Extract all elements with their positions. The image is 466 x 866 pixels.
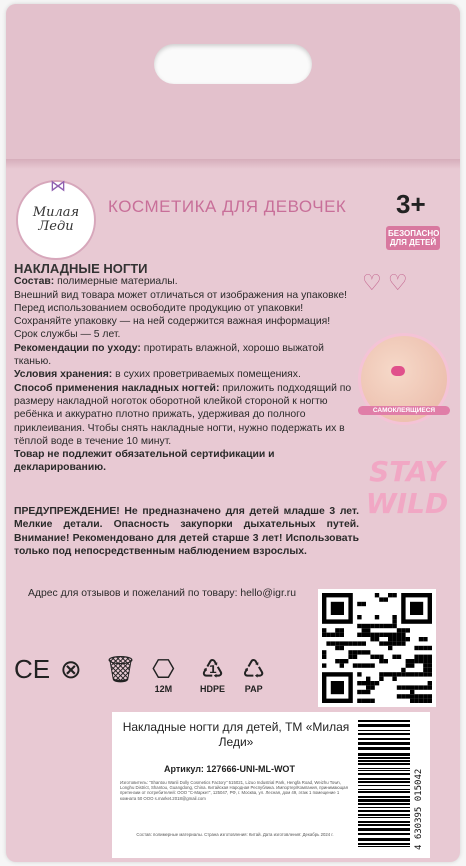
- composition-line: [14, 275, 354, 288]
- qr-module: [366, 690, 370, 694]
- qr-module: [414, 685, 418, 689]
- stay-wild-print: [362, 456, 452, 520]
- qr-module: [414, 672, 418, 676]
- barcode-bar: [358, 730, 410, 731]
- qr-module: [410, 699, 414, 703]
- qr-module: [370, 637, 374, 641]
- qr-module: [366, 628, 370, 632]
- barcode-number: 4 630395 015042: [414, 768, 424, 850]
- qr-module: [428, 646, 432, 650]
- qr-matrix: [322, 593, 432, 703]
- qr-module: [366, 699, 370, 703]
- qr-module: [370, 633, 374, 637]
- qr-module: [379, 659, 383, 663]
- barcode-bar: [358, 803, 410, 805]
- sticker-details: Состав: полимерные материалы. Страна изготовления: Китай. Дата изготовления: Декабрь 2024 г.: [136, 832, 334, 837]
- qr-module: [384, 633, 388, 637]
- qr-module: [379, 655, 383, 659]
- barcode-bar: [358, 770, 410, 771]
- qr-module: [392, 641, 396, 645]
- info-line: Срок службы — 5 лет.: [14, 329, 121, 341]
- qr-module: [397, 694, 401, 698]
- qr-module: [340, 646, 344, 650]
- barcode-bar: [358, 828, 410, 831]
- qr-module: [362, 641, 366, 645]
- qr-module: [362, 633, 366, 637]
- qr-module: [388, 641, 392, 645]
- qr-module: [340, 641, 344, 645]
- warning-text: ПРЕДУПРЕЖДЕНИЕ! Не предназначено для детей младше 3 лет. Мелкие детали. Опасность закупорки дыхательных путей. Внимание! Рекомендовано для детей старше 3 лет! Использовать только под непосредственным наблюдением взрослых.: [14, 506, 359, 557]
- qr-module: [379, 633, 383, 637]
- qr-module: [419, 672, 423, 676]
- qr-module: [322, 628, 326, 632]
- qr-module: [348, 655, 352, 659]
- qr-module: [357, 690, 361, 694]
- qr-module: [428, 699, 432, 703]
- barcode-bar: [358, 742, 410, 745]
- usage-line: [14, 382, 354, 448]
- qr-module: [392, 619, 396, 623]
- logo-text: Милая Леди: [32, 205, 80, 234]
- barcode-bar: [358, 799, 410, 802]
- nails-label: САМОКЛЕЯЩИЕСЯ: [358, 406, 450, 415]
- qr-module: [388, 646, 392, 650]
- jar-glyph: ⎔: [152, 654, 175, 684]
- barcode-bar: [358, 781, 410, 783]
- qr-module: [406, 672, 410, 676]
- shelf-life-label: 12M: [154, 684, 173, 694]
- qr-module: [379, 677, 383, 681]
- qr-module: [423, 655, 427, 659]
- qr-module: [340, 628, 344, 632]
- barcode-bar: [358, 810, 410, 812]
- qr-module: [322, 650, 326, 654]
- qr-module: [406, 628, 410, 632]
- qr-module: [401, 685, 405, 689]
- shelf-life-icon: [152, 654, 175, 694]
- qr-module: [401, 672, 405, 676]
- product-sticker: [112, 712, 430, 858]
- qr-module: [392, 593, 396, 597]
- qr-module: [410, 602, 423, 615]
- under3-glyph: ⊗: [60, 654, 82, 684]
- barcode-bar: [358, 796, 410, 798]
- qr-module: [340, 659, 344, 663]
- barcode-bar: [358, 757, 410, 759]
- qr-module: [326, 641, 330, 645]
- qr-module: [392, 677, 396, 681]
- qr-module: [357, 681, 361, 685]
- qr-module: [392, 655, 396, 659]
- barcode-bar: [358, 733, 410, 735]
- recycle-bin-icon: [104, 654, 137, 684]
- qr-module: [401, 694, 405, 698]
- qr-module: [379, 672, 383, 676]
- qr-module: [397, 641, 401, 645]
- qr-module: [384, 672, 388, 676]
- qr-module: [331, 602, 344, 615]
- qr-module: [392, 624, 396, 628]
- certification-note: Товар не подлежит обязательной сертификации и декларированию.: [14, 449, 275, 474]
- barcode-bar: [358, 778, 410, 780]
- qr-module: [428, 659, 432, 663]
- qr-module: [406, 685, 410, 689]
- sticker-manufacturer: Изготовитель: "Shantou Wanli Dolly Cosmetics Factory" 515021, Lizuo Industrial Park, Hengfa Road, Weizhu Town, Longhu District, Shantou, Guangdong, China. Китайская Народная Республика. Импортер/Компания, принимающая претензии от потребителей: ООО "С-Маркет", 125047, РФ, г. Москва, ул. Лесная, дом 49, этаж 1 помещение 1 комната 50 ООО s.market.2018@gmail.com: [120, 780, 348, 801]
- barcode-bar: [358, 843, 410, 845]
- info-line: Внешний вид товара может отличаться от изображения на упаковке!: [14, 289, 347, 301]
- qr-module: [423, 694, 427, 698]
- qr-module: [401, 628, 405, 632]
- qr-module: [335, 659, 339, 663]
- qr-module: [414, 694, 418, 698]
- usage-value: приложить подходящий по размеру накладной ноготок оборотной клейкой стороной к ногтю ребёнка и аккуратно плотно прижать, удерживая до полного приклеивания. Чтобы снять накладные ногти, нужно подержать их в тёплой воде в течение 10 минут.: [14, 382, 352, 447]
- hdpe-glyph: ♳: [200, 654, 225, 684]
- qr-module: [423, 646, 427, 650]
- qr-module: [414, 646, 418, 650]
- qr-module: [370, 685, 374, 689]
- qr-module: [423, 699, 427, 703]
- info-line: Перед использованием освободите продукцию от упаковки!: [14, 302, 304, 314]
- qr-module: [375, 615, 379, 619]
- qr-module: [322, 633, 326, 637]
- qr-module: [370, 663, 374, 667]
- qr-module: [423, 663, 427, 667]
- qr-module: [384, 641, 388, 645]
- qr-module: [366, 663, 370, 667]
- bin-glyph: 🗑: [104, 654, 138, 684]
- qr-module: [406, 663, 410, 667]
- qr-module: [366, 633, 370, 637]
- qr-module: [335, 633, 339, 637]
- composition-label: Состав:: [14, 276, 55, 288]
- qr-module: [401, 641, 405, 645]
- barcode-bar: [358, 768, 410, 769]
- qr-module: [428, 685, 432, 689]
- qr-module: [366, 681, 370, 685]
- tagline: КОСМЕТИКА ДЛЯ ДЕВОЧЕК: [108, 197, 347, 216]
- age-rating: 3+: [396, 189, 426, 219]
- barcode-bar: [358, 773, 410, 775]
- qr-module: [384, 624, 388, 628]
- qr-module: [423, 659, 427, 663]
- qr-module: [414, 659, 418, 663]
- qr-module: [406, 659, 410, 663]
- qr-module: [344, 659, 348, 663]
- qr-module: [384, 597, 388, 601]
- barcode-bar: [358, 817, 410, 818]
- pap-recycle-icon: [242, 654, 265, 694]
- storage-line: [14, 368, 354, 381]
- bow-icon: ⋈: [50, 178, 66, 195]
- nail-icon: [391, 366, 405, 376]
- qr-module: [419, 685, 423, 689]
- qr-code: [318, 589, 436, 707]
- wild-word: WILD: [365, 487, 449, 520]
- qr-module: [397, 672, 401, 676]
- qr-module: [366, 624, 370, 628]
- pap-label: PAP: [244, 684, 263, 694]
- qr-module: [357, 624, 361, 628]
- qr-module: [322, 663, 326, 667]
- qr-module: [406, 637, 410, 641]
- qr-module: [397, 628, 401, 632]
- feedback-address: Адрес для отзывов и пожеланий по товару: hello@igr.ru: [28, 588, 296, 599]
- qr-module: [375, 624, 379, 628]
- qr-module: [335, 628, 339, 632]
- qr-module: [348, 650, 352, 654]
- qr-module: [410, 672, 414, 676]
- qr-module: [362, 663, 366, 667]
- storage-label: Условия хранения:: [14, 369, 113, 381]
- qr-module: [419, 637, 423, 641]
- qr-module: [340, 633, 344, 637]
- barcode-bar: [358, 785, 410, 786]
- qr-module: [388, 637, 392, 641]
- qr-module: [410, 690, 414, 694]
- qr-module: [428, 681, 432, 685]
- qr-module: [335, 646, 339, 650]
- qr-module: [392, 633, 396, 637]
- qr-module: [401, 637, 405, 641]
- storage-value: в сухих проветриваемых помещениях.: [112, 369, 301, 381]
- qr-module: [362, 690, 366, 694]
- qr-module: [362, 699, 366, 703]
- qr-module: [375, 681, 379, 685]
- info-line: Сохраняйте упаковку — на ней содержится важная информация!: [14, 316, 331, 328]
- qr-module: [322, 655, 326, 659]
- qr-module: [428, 655, 432, 659]
- qr-module: [366, 685, 370, 689]
- pap-glyph: ♺: [242, 654, 266, 684]
- qr-module: [331, 633, 335, 637]
- product-title: НАКЛАДНЫЕ НОГТИ: [14, 261, 148, 276]
- barcode-bar: [358, 814, 410, 816]
- hearts-icon: ♡ ♡: [362, 270, 408, 295]
- barcode-bar: [358, 760, 410, 762]
- qr-module: [419, 646, 423, 650]
- ce-glyph: CE: [14, 654, 51, 684]
- qr-module: [406, 694, 410, 698]
- qr-module: [392, 637, 396, 641]
- qr-module: [344, 641, 348, 645]
- sticker-article: Артикул: 127666-UNI-ML-WOT: [164, 764, 295, 774]
- care-label: Рекомендации по уходу:: [14, 342, 141, 354]
- qr-module: [357, 615, 361, 619]
- qr-module: [423, 672, 427, 676]
- qr-module: [335, 641, 339, 645]
- qr-module: [388, 593, 392, 597]
- qr-module: [326, 633, 330, 637]
- qr-module: [428, 672, 432, 676]
- qr-module: [401, 668, 405, 672]
- qr-module: [362, 624, 366, 628]
- qr-module: [357, 672, 361, 676]
- qr-module: [375, 655, 379, 659]
- qr-module: [423, 668, 427, 672]
- qr-module: [353, 641, 357, 645]
- barcode-bar: [358, 747, 410, 750]
- qr-module: [375, 637, 379, 641]
- qr-module: [357, 602, 361, 606]
- qr-module: [379, 597, 383, 601]
- qr-module: [370, 624, 374, 628]
- qr-module: [419, 694, 423, 698]
- qr-module: [419, 655, 423, 659]
- qr-module: [428, 663, 432, 667]
- qr-module: [388, 672, 392, 676]
- qr-module: [388, 624, 392, 628]
- qr-module: [419, 659, 423, 663]
- barcode-bar: [358, 821, 410, 823]
- barcode-bar: [358, 807, 410, 808]
- qr-module: [362, 650, 366, 654]
- qr-module: [357, 650, 361, 654]
- qr-module: [366, 677, 370, 681]
- qr-module: [392, 615, 396, 619]
- stay-word: STAY: [369, 455, 445, 488]
- qr-module: [428, 694, 432, 698]
- qr-module: [357, 641, 361, 645]
- qr-module: [353, 663, 357, 667]
- usage-label: Способ применения накладных ногтей:: [14, 382, 220, 394]
- qr-module: [379, 641, 383, 645]
- composition-value: полимерные материалы.: [54, 276, 178, 288]
- qr-module: [410, 685, 414, 689]
- qr-module: [397, 633, 401, 637]
- barcode-bar: [358, 833, 410, 835]
- fold-line: [6, 159, 460, 169]
- qr-module: [379, 624, 383, 628]
- qr-module: [331, 681, 344, 694]
- hanger-tab: [6, 4, 460, 164]
- qr-module: [423, 685, 427, 689]
- brand-logo: [16, 180, 96, 260]
- qr-module: [410, 659, 414, 663]
- product-description: [14, 262, 354, 475]
- qr-module: [353, 650, 357, 654]
- qr-module: [397, 637, 401, 641]
- barcode-bar: [358, 720, 410, 722]
- qr-module: [348, 641, 352, 645]
- qr-module: [362, 602, 366, 606]
- qr-module: [370, 655, 374, 659]
- safe-badge: БЕЗОПАСНО ДЛЯ ДЕТЕЙ: [386, 226, 440, 250]
- qr-module: [423, 637, 427, 641]
- hdpe-label: HDPE: [200, 684, 226, 694]
- not-for-under-3-icon: [60, 654, 82, 684]
- qr-module: [331, 641, 335, 645]
- qr-module: [362, 681, 366, 685]
- qr-module: [370, 699, 374, 703]
- barcode-bar: [358, 753, 410, 756]
- qr-module: [388, 633, 392, 637]
- qr-module: [414, 655, 418, 659]
- qr-module: [366, 650, 370, 654]
- barcode-bar: [358, 763, 410, 765]
- barcode-bar: [358, 789, 410, 790]
- qr-module: [410, 663, 414, 667]
- ce-mark-icon: [14, 654, 50, 684]
- qr-module: [353, 655, 357, 659]
- certification-icons: [14, 654, 284, 704]
- hang-hole: [154, 44, 312, 84]
- qr-module: [375, 633, 379, 637]
- qr-module: [340, 663, 344, 667]
- qr-module: [357, 699, 361, 703]
- barcode-bar: [358, 824, 410, 826]
- qr-module: [384, 659, 388, 663]
- qr-module: [410, 694, 414, 698]
- sticker-title: Накладные ногти для детей, ТМ «Милая Леди»: [122, 720, 350, 749]
- qr-module: [401, 633, 405, 637]
- qr-module: [375, 593, 379, 597]
- hdpe-recycle-icon: [200, 654, 225, 694]
- care-value: протирать влажной, хорошо выжатой тканью.: [14, 342, 324, 368]
- barcode-bar: [358, 724, 410, 727]
- qr-module: [392, 672, 396, 676]
- qr-module: [357, 663, 361, 667]
- qr-module: [419, 699, 423, 703]
- qr-module: [370, 681, 374, 685]
- barcode-bar: [358, 791, 410, 793]
- qr-module: [414, 699, 418, 703]
- qr-module: [362, 628, 366, 632]
- qr-module: [357, 633, 361, 637]
- qr-module: [428, 668, 432, 672]
- qr-module: [397, 655, 401, 659]
- qr-module: [397, 685, 401, 689]
- barcode-bar: [358, 838, 410, 841]
- barcode-bar: [358, 846, 410, 847]
- care-line: [14, 342, 354, 369]
- barcode-bar: [358, 738, 410, 740]
